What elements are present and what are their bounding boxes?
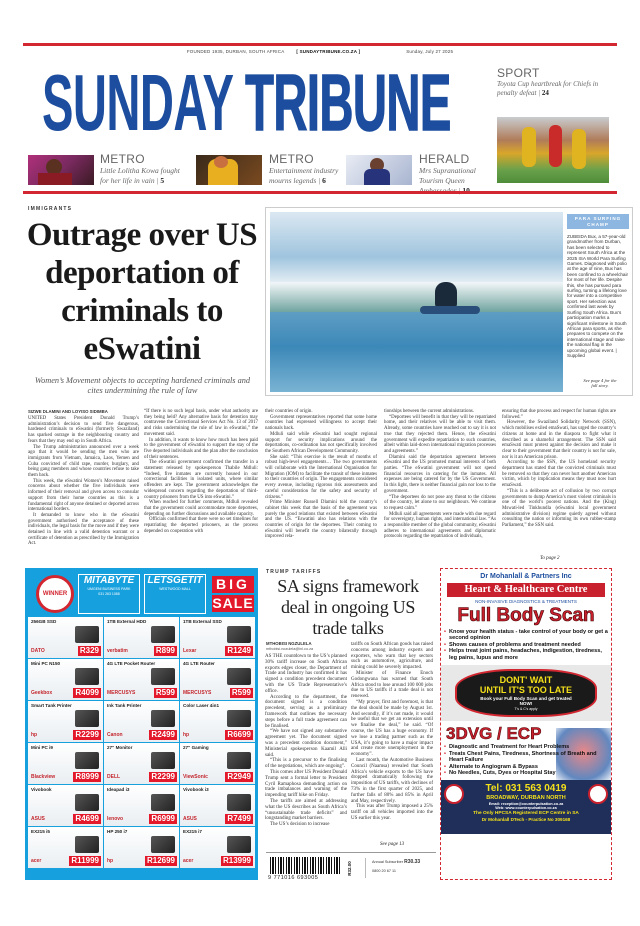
product-name: Ideapad i3 bbox=[107, 787, 130, 792]
registration-text: The Only HPCSA Registered ECP Centre in SA bbox=[473, 810, 579, 816]
product-price: R6699 bbox=[227, 730, 251, 739]
teaser-photo-2[interactable] bbox=[196, 155, 262, 185]
product-name: 1TB External HDD bbox=[107, 619, 147, 624]
product-tile[interactable] bbox=[180, 785, 255, 826]
product-image bbox=[75, 794, 99, 811]
benefit-item: • No Needles, Cuts, Dyes or Hospital Stay bbox=[441, 770, 611, 777]
product-brand: hp bbox=[107, 858, 114, 864]
scan-benefits bbox=[441, 629, 611, 662]
heart-logo-icon bbox=[444, 784, 464, 804]
product-name: Color Laser 4in1 bbox=[183, 703, 219, 708]
product-image bbox=[151, 794, 175, 811]
product-image bbox=[75, 626, 99, 643]
store-mitabyte[interactable] bbox=[78, 574, 140, 614]
lead-column-4 bbox=[384, 409, 496, 540]
see-page-link[interactable]: See page 4 for the full story. bbox=[583, 378, 617, 389]
product-tile[interactable] bbox=[28, 701, 103, 742]
product-brand: ASUS bbox=[31, 816, 45, 822]
product-tile[interactable] bbox=[180, 659, 255, 700]
teaser-photo-1[interactable] bbox=[28, 155, 94, 185]
product-brand: lenovo bbox=[107, 816, 124, 822]
product-tile[interactable] bbox=[28, 743, 103, 784]
product-name: Vivobook bbox=[31, 787, 52, 792]
product-image bbox=[227, 836, 251, 853]
product-image bbox=[151, 836, 175, 853]
product-image bbox=[75, 836, 99, 853]
trade-email[interactable]: mthobisi.nozulela@inl.co.za bbox=[266, 647, 314, 651]
photo-caption: ZUBEIDA Bux, a 57-year-old grandmother from Durban, has been selected to represent South Africa at the 2025 ISA World Para Surfing Games. Diagnosed with polio at the age of nine, Bux has been confined to a wheelchair for most of her life. Despite this, she has pursued para surfing, turning a lifelong love for water into a competitive sport. Her selection was confirmed last week by Surfing South Africa. Bux’s participation marks a significant milestone in South African para sports, as she prepares to compete on the international stage and raise the national flag in the upcoming global event. | Supplied bbox=[567, 234, 629, 358]
product-name: Mini PC i9 bbox=[31, 745, 53, 750]
product-brand: hp bbox=[31, 732, 38, 738]
product-tile[interactable] bbox=[28, 827, 103, 868]
product-tile[interactable] bbox=[180, 701, 255, 742]
paragraph: tionships between the current administrations. bbox=[384, 409, 475, 414]
advert-header bbox=[28, 571, 255, 617]
paragraph: Last month, the Automotive Business Council (Naamsa) revealed that South Africa’s vehicle exports to the US have dropped dramatically following the imposition of US tariffs, with declines of 73% in the first quarter of 2025, and further falls of 80% and 85% in April and May, respectively. bbox=[351, 757, 433, 804]
subscriber-phone[interactable]: 0800 20 67 11 bbox=[372, 869, 396, 873]
full-body-scan-title: Full Body Scan bbox=[457, 604, 595, 626]
product-name: Ink Tank Printer bbox=[107, 703, 142, 708]
issue-date: Sunday, July 27 2025 bbox=[406, 49, 454, 54]
product-grid bbox=[28, 617, 255, 868]
paragraph: “This is a deliberate act of collusion by two corrupt governments to dump America’s most violent criminals in one of the world’s poorest nations. And the (King) Mswati-led Tinkhundla (eSwatini local government administrative division) regime quietly agreed without consulting the nation or informing its own rubber-stamp Parliament,” the SSN said. bbox=[502, 488, 616, 529]
paragraph: UNITED States President Donald Trump’s administration’s decision to send five dangerous, hardened criminals to eSwatini (formerly Swaziland) has sparked outrage in the neighbouring country and fears that they may end up in South Africa. bbox=[28, 416, 139, 444]
footer-rule bbox=[266, 852, 436, 853]
teaser-text: Mrs Supranational Tourism Queen bbox=[419, 166, 476, 185]
teaser-text: Toyota Cup heartbreak for Chiefs in penalty defeat | bbox=[497, 80, 599, 97]
product-price: R899 bbox=[155, 646, 175, 655]
website[interactable]: Web: www.counterpulsation.co.za bbox=[495, 806, 557, 811]
paragraph: According to the department, the document signed is a condition precedent, serving as a preliminary framework that outlines the necessary steps before a full trade agreement can be finalised. bbox=[265, 694, 347, 729]
paragraph: Dlamini said the deportation agreement between eSwatini and the US promoted mutual interests of both parties. “The eSwatini government will not spend financial resources in catering for the inmates. All expenses are being catered for by the US Government. In this light, there is neither financial gain nor loss to the government. bbox=[384, 454, 496, 494]
section-label: HERALD bbox=[419, 152, 470, 166]
section-label: METRO bbox=[269, 152, 314, 166]
paragraph: “This is a precursor to the finalising of the negotiations, which are ongoing”. bbox=[265, 758, 347, 770]
product-price: R4099 bbox=[75, 688, 99, 697]
heart-logo-icon bbox=[588, 784, 608, 804]
paragraph: ensuring that due process and respect for human rights are followed.” bbox=[502, 409, 616, 420]
to-page-link[interactable]: To page 2 bbox=[540, 556, 560, 561]
sport-teaser[interactable] bbox=[497, 66, 612, 98]
product-image bbox=[227, 710, 251, 727]
practice-number: Dr Mohanlall DTech - Practice No 309168 bbox=[481, 816, 571, 822]
book-scan-text: Book your Full Body Scan and get treated NOW! bbox=[480, 695, 572, 707]
lead-column-3 bbox=[265, 409, 377, 540]
telephone[interactable]: Tel: 031 563 0419 bbox=[485, 783, 567, 795]
burst-line-1: DONT' WAIT bbox=[499, 674, 553, 685]
terms-text: T's & C's apply bbox=[514, 706, 538, 711]
store-phone: 031 263 1088 bbox=[98, 592, 120, 596]
product-price: R2499 bbox=[151, 730, 175, 739]
paragraph: Government representatives reported that some home countries had expressed willingness to accept their nationals back. bbox=[265, 414, 377, 432]
sale-text: SALE bbox=[212, 595, 254, 611]
paragraph: The eSwatini government confirmed the transfer in a statement released by spokesperson Thabile Mdluli: “Indeed, five inmates are currently housed in our correctional facilities in isolated units, where similar offenders are kept. The government acknowledges the widespread concern regarding the deportation of third-country prisoners from the US into eSwatini.” bbox=[144, 460, 258, 500]
paragraph: Prime Minister Russell Dlamini told the country’s cabinet this week that the basis of the agreement was purely the good relations that existed between eSwatini and the US. “Eswatini also has relations with the countries of origin for the deportees. Their coming to eSwatini will benefit the country bilaterally through improved rela- bbox=[265, 500, 377, 540]
cover-price: R32.00 bbox=[346, 861, 352, 876]
product-price: R6999 bbox=[151, 814, 175, 823]
centre-subtitle: NON-INVASIVE DIAGNOSTICS & TREATMENTS bbox=[475, 599, 577, 604]
product-name: 4G LTE Pocket Router bbox=[107, 661, 156, 666]
product-name: 4G LTE Router bbox=[183, 661, 215, 666]
paragraph: Mdluli said while eSwatini had sought regional support for security implications around the deportations, co-ordination has not specifically involved the Southern African Development Community. bbox=[265, 431, 377, 454]
benefit-item: • Diagnostic and Treatment for Heart Problems bbox=[441, 744, 611, 751]
masthead-tagline bbox=[0, 49, 640, 54]
teaser-photo-3[interactable] bbox=[346, 155, 412, 185]
product-price: R1249 bbox=[227, 646, 251, 655]
product-tile[interactable] bbox=[104, 827, 179, 868]
page-number: 5 bbox=[160, 176, 165, 185]
trade-column-1 bbox=[265, 654, 347, 828]
product-image bbox=[227, 626, 251, 643]
centre-name: Heart & Healthcare Centre bbox=[447, 583, 605, 598]
product-image bbox=[151, 626, 175, 643]
product-brand: Geekbox bbox=[31, 690, 53, 696]
product-name: Vivobook i3 bbox=[183, 787, 209, 792]
page-number: 24 bbox=[541, 89, 549, 97]
product-price: R8999 bbox=[75, 772, 99, 781]
paragraph: According to the SSN, the US homeland security department has stated that the convicted criminals must be removed so that they can never hurt another American victim, which by implication means they must now hurt emaSwati. bbox=[502, 460, 616, 489]
barcode-number: 9 771016 693005 bbox=[268, 875, 344, 882]
product-tile[interactable] bbox=[28, 785, 103, 826]
paragraph: When reached for further comments, Mdluli revealed that the government could accommodate more deportees, depending on further discussions and available capacity. bbox=[144, 500, 258, 517]
paragraph: The Trump administration announced over a week ago that it would be sending the men who are immigrants from Vietnam, Jamaica, Laos, Yemen and Cuba convicted of child rape, murder, burglary, and being gang members and whose countries refuse to take them back. bbox=[28, 444, 139, 479]
section-label: METRO bbox=[100, 152, 145, 166]
product-brand: Canon bbox=[107, 732, 123, 738]
teaser-text: Entertainment industry mourns legends | bbox=[269, 166, 339, 185]
lead-photo[interactable] bbox=[270, 212, 563, 392]
product-image bbox=[151, 710, 175, 727]
barcode bbox=[270, 857, 340, 874]
product-price: R11999 bbox=[71, 856, 99, 865]
teaser-2[interactable] bbox=[269, 152, 343, 186]
paragraph: The US’s decision to increase bbox=[270, 822, 330, 828]
product-name: HP 250 i7 bbox=[107, 829, 128, 834]
trade-headline[interactable]: SA signs framework deal in ongoing US trade talks bbox=[277, 576, 419, 638]
store-letsgetit[interactable] bbox=[144, 574, 206, 614]
product-image bbox=[151, 752, 175, 769]
product-brand: Lexar bbox=[183, 648, 197, 654]
product-name: Smart Tank Printer bbox=[31, 703, 72, 708]
product-image bbox=[75, 710, 99, 727]
product-price: R12699 bbox=[146, 856, 175, 865]
top-rule bbox=[23, 43, 617, 46]
benefit-item: • Treats Chest Pains, Tiredness, Shortness of Breath and Heart Failure bbox=[441, 751, 611, 764]
product-brand: hp bbox=[183, 732, 190, 738]
lead-column-2 bbox=[144, 409, 258, 534]
section-label: SPORT bbox=[497, 66, 540, 80]
product-name: 27" Monitor bbox=[107, 745, 133, 750]
see-page-link[interactable]: See page 13 bbox=[380, 842, 405, 847]
paragraph: “If there is no such legal basis, under what authority are they being held? Any alternative basis for detention may contravene the Correctional Services Act No. 13 of 2017 and risks undermining the rule of law in eSwatini,” the movement said. bbox=[144, 409, 258, 437]
store-location: UMGENI BUSINESS PARK bbox=[87, 587, 131, 591]
store-name: LETSGETIT bbox=[147, 575, 203, 586]
sport-photo[interactable] bbox=[497, 117, 609, 183]
product-brand: MERCUSYS bbox=[107, 690, 136, 696]
product-name: 1TB External SSD bbox=[183, 619, 222, 624]
title-word-1: SUNDAY bbox=[42, 58, 233, 147]
lead-byline: SIZWE DLAMINI AND LOYISO SIDIMBA bbox=[28, 409, 108, 414]
product-tile[interactable] bbox=[104, 617, 179, 658]
teaser-3[interactable] bbox=[419, 152, 495, 196]
paragraph: “Deportees will benefit in that they will be repatriated home, and their relatives will be able to visit them. Already, some countries have reached out to say it is not true that they rejected them. Hence, the eSwatini government will expedite repatriation to such countries, albeit within laid-down international migration processes and agreements.” bbox=[384, 414, 496, 454]
paragraph: She said: “This exercise is the result of months of robust high-level engagements… The two governments will collaborate with the International Organisation for Migration (IOM) to facilitate the transit of these inmates to their countries of origin. The engagements considered every avenue, including rigorous risk assessments and careful consideration for the safety and security of citizens.” bbox=[265, 454, 377, 500]
big-text: BIG bbox=[212, 576, 254, 593]
paragraph: “The deportees do not pose any threat to the citizens of the country, let alone to our neighbours. We continue to request calm.” bbox=[384, 494, 496, 511]
product-name: 256GB SSD bbox=[31, 619, 57, 624]
product-price: R599 bbox=[155, 688, 175, 697]
product-brand: acer bbox=[183, 858, 194, 864]
subscriber-label: Annual Subscriber bbox=[372, 860, 404, 864]
ecp-benefits bbox=[441, 744, 611, 777]
healthcare-advert[interactable] bbox=[440, 568, 612, 880]
product-image bbox=[75, 752, 99, 769]
benefit-item: • Helps treat joint pains, headaches, indigestion, tiredness, leg pains, lupus and more bbox=[441, 648, 611, 661]
product-name: EX215 i7 bbox=[183, 829, 202, 834]
page-number: 6 bbox=[322, 176, 326, 185]
subscriber-price: R30.33 bbox=[404, 859, 421, 865]
tech-sale-advert[interactable] bbox=[25, 568, 258, 880]
paragraph: AS THE countdown to the US’s planned 30% tariff increase on South African exports edges closer, the Department of Trade and Industry has confirmed it has signed a condition precedent document with the US Trade Representative’s office. bbox=[265, 654, 347, 694]
paragraph: This was after Trump imposed a 25% tariff on all vehicles imported into the US earlier this year. bbox=[351, 804, 433, 821]
benefit-item: • Know your health status - take control of your body or get a second opinion bbox=[441, 629, 611, 642]
urgency-burst bbox=[455, 669, 597, 718]
paragraph: their countries of origin. bbox=[265, 409, 313, 414]
product-image bbox=[75, 668, 99, 685]
product-image bbox=[227, 668, 251, 685]
lead-subhead: Women’s Movement objects to accepting hardened criminals and cites undermining the rule of law bbox=[34, 376, 251, 395]
product-name: 27" Gaming bbox=[183, 745, 209, 750]
store-name: MITABYTE bbox=[83, 575, 135, 586]
product-tile[interactable] bbox=[180, 743, 255, 784]
product-brand: ViewSonic bbox=[183, 774, 208, 780]
product-tile[interactable] bbox=[104, 701, 179, 742]
winner-badge: WINNER bbox=[36, 575, 74, 613]
product-price: R13999 bbox=[222, 856, 251, 865]
product-brand: ASUS bbox=[183, 816, 197, 822]
founded-text: FOUNDED 1935, DURBAN, SOUTH AFRICA bbox=[186, 49, 285, 54]
photo-label: PARA SURFING CHAMP bbox=[567, 214, 629, 229]
teaser-text: Little Lolitha Kowa fought for her life in vain | bbox=[100, 166, 180, 185]
lead-headline[interactable]: Outrage over US deportation of criminals to eSwatini bbox=[26, 217, 258, 367]
lead-kicker: IMMIGRANTS bbox=[28, 206, 73, 212]
site-link[interactable]: [ SUNDAYTRIBUNE.CO.ZA ] bbox=[296, 49, 361, 54]
product-tile[interactable] bbox=[28, 659, 103, 700]
product-brand: acer bbox=[31, 858, 42, 864]
paragraph: This week, the eSwatini Women’s Movement raised concerns about whether the five individuals were informed of their removal and given access to consular support from their home countries as this is a fundamental right of anyone detained or deported across international borders. bbox=[28, 478, 139, 513]
masthead-title bbox=[42, 57, 490, 149]
product-brand: Blackview bbox=[31, 774, 56, 780]
paragraph: “My prayer, first and foremost, is that the deal should be made by August 1st. And secondly, if it’s not made, it would be useful that we get an extension until we finalise the deal,” he said. “Of course, the US has a huge economy. If we lose a trading partner such as the USA, it’s going to have a major impact and create more unemployment in the economy”. bbox=[351, 699, 433, 758]
lead-column-1 bbox=[28, 416, 139, 547]
product-price: R4699 bbox=[75, 814, 99, 823]
firm-name: Dr Mohanlall & Partners Inc bbox=[480, 573, 572, 580]
lead-column-5 bbox=[502, 409, 616, 529]
product-image bbox=[151, 668, 175, 685]
ecp-title: 3DVG / ECP bbox=[446, 724, 542, 744]
product-name: EX215 i5 bbox=[31, 829, 50, 834]
paragraph: The tariffs are aimed at addressing what the US describes as South Africa’s “unsustainable trade deficits” and longstanding market barriers. bbox=[265, 798, 347, 822]
trade-kicker: TRUMP TARIFFS bbox=[266, 569, 322, 575]
product-tile[interactable] bbox=[104, 743, 179, 784]
product-price: R2949 bbox=[227, 772, 251, 781]
product-tile[interactable] bbox=[28, 617, 103, 658]
paragraph: tariffs on South African goods has raised concerns among industry experts and exporters, who warn that key sectors such as automotive, agriculture, and mining could be severely impacted. bbox=[351, 642, 433, 671]
paragraph: In addition, it wants to know how much has been paid to the government of eSwatini to support the stay of the five deported individuals and the plan after the conclusion of their sentences. bbox=[144, 437, 258, 460]
contact-panel bbox=[441, 780, 611, 834]
product-tile[interactable] bbox=[104, 785, 179, 826]
address: BROADWAY, DURBAN NORTH bbox=[486, 794, 566, 801]
product-brand: verbatim bbox=[107, 648, 128, 654]
product-tile[interactable] bbox=[180, 617, 255, 658]
product-price: R329 bbox=[79, 646, 99, 655]
product-price: R2299 bbox=[75, 730, 99, 739]
burst-line-2: UNTIL IT'S TOO LATE bbox=[479, 685, 573, 696]
store-location: WESTWOOD MALL bbox=[159, 587, 191, 591]
email[interactable]: Email: reception@counterpulsation.co.za bbox=[488, 801, 564, 806]
masthead-rule bbox=[23, 191, 617, 194]
product-brand: DELL bbox=[107, 774, 121, 780]
product-brand: DATO bbox=[31, 648, 45, 654]
paragraph: Minister of Finance Enoch Godongwana has warned that South Africa stood to lose around 100 000 jobs due to US tariffs if a trade deal is not renewed. bbox=[351, 670, 433, 700]
paragraph: “We have not signed any substantive agreement yet. The document signed was a precedent condition document,” Ministerial spokesperson Kaamil Alli said. bbox=[265, 729, 347, 758]
product-price: R599 bbox=[231, 688, 251, 697]
paragraph: This comes after US President Donald Trump sent a formal letter to President Cyril Ramaphosa demanding action on trade imbalances and warning of the impending tariff hike on Friday. bbox=[265, 769, 347, 799]
product-tile[interactable] bbox=[180, 827, 255, 868]
product-price: R7499 bbox=[227, 814, 251, 823]
benefit-item: • Alternate to Angiogram & Bypass bbox=[441, 764, 611, 771]
teaser-1[interactable] bbox=[100, 152, 182, 186]
paragraph: It demanded to know who in the eSwatini government authorised the acceptance of these individuals, the legal basis for the move and if they were detained in line with a valid detention warrant or a certificate of detention as prescribed by the Immigration Act. bbox=[28, 512, 139, 547]
big-sale-graphic bbox=[212, 576, 254, 612]
divider bbox=[365, 858, 366, 878]
paragraph: Mdluli said all agreements were made with due regard for sovereignty, human rights, and international law. “As a responsible member of the global community, eSwatini adheres to international agreements and diplomatic protocols regarding the repatriation of individuals, bbox=[384, 511, 496, 540]
title-word-2: TRIBUNE bbox=[245, 58, 451, 147]
product-name: Mini PC N150 bbox=[31, 661, 61, 666]
trade-byline: MTHOBISI NGZULELA bbox=[266, 641, 312, 646]
product-image bbox=[227, 794, 251, 811]
product-tile[interactable] bbox=[104, 659, 179, 700]
product-brand: MERCUSYS bbox=[183, 690, 212, 696]
trade-column-2 bbox=[351, 642, 433, 822]
product-price: R2299 bbox=[151, 772, 175, 781]
benefit-item: • Shows causes of problems and treatment needed bbox=[441, 642, 611, 649]
paragraph: Officials confirmed that there were no set timelines for repatriating the deported prisoners, as the process depended on cooperation with bbox=[144, 517, 258, 534]
product-image bbox=[227, 752, 251, 769]
subscriber-info bbox=[372, 859, 420, 865]
paragraph: However, the Swaziland Solidarity Network (SSN), which mobilises exiled emaSwati, has urged the country’s citizens at home and in the diaspora to fight what it described as a shameful arrangement. The SSN said emaSwati must protest against the decision and make it clear to their government that their country is not for sale, nor is it an American prison. bbox=[502, 420, 616, 460]
